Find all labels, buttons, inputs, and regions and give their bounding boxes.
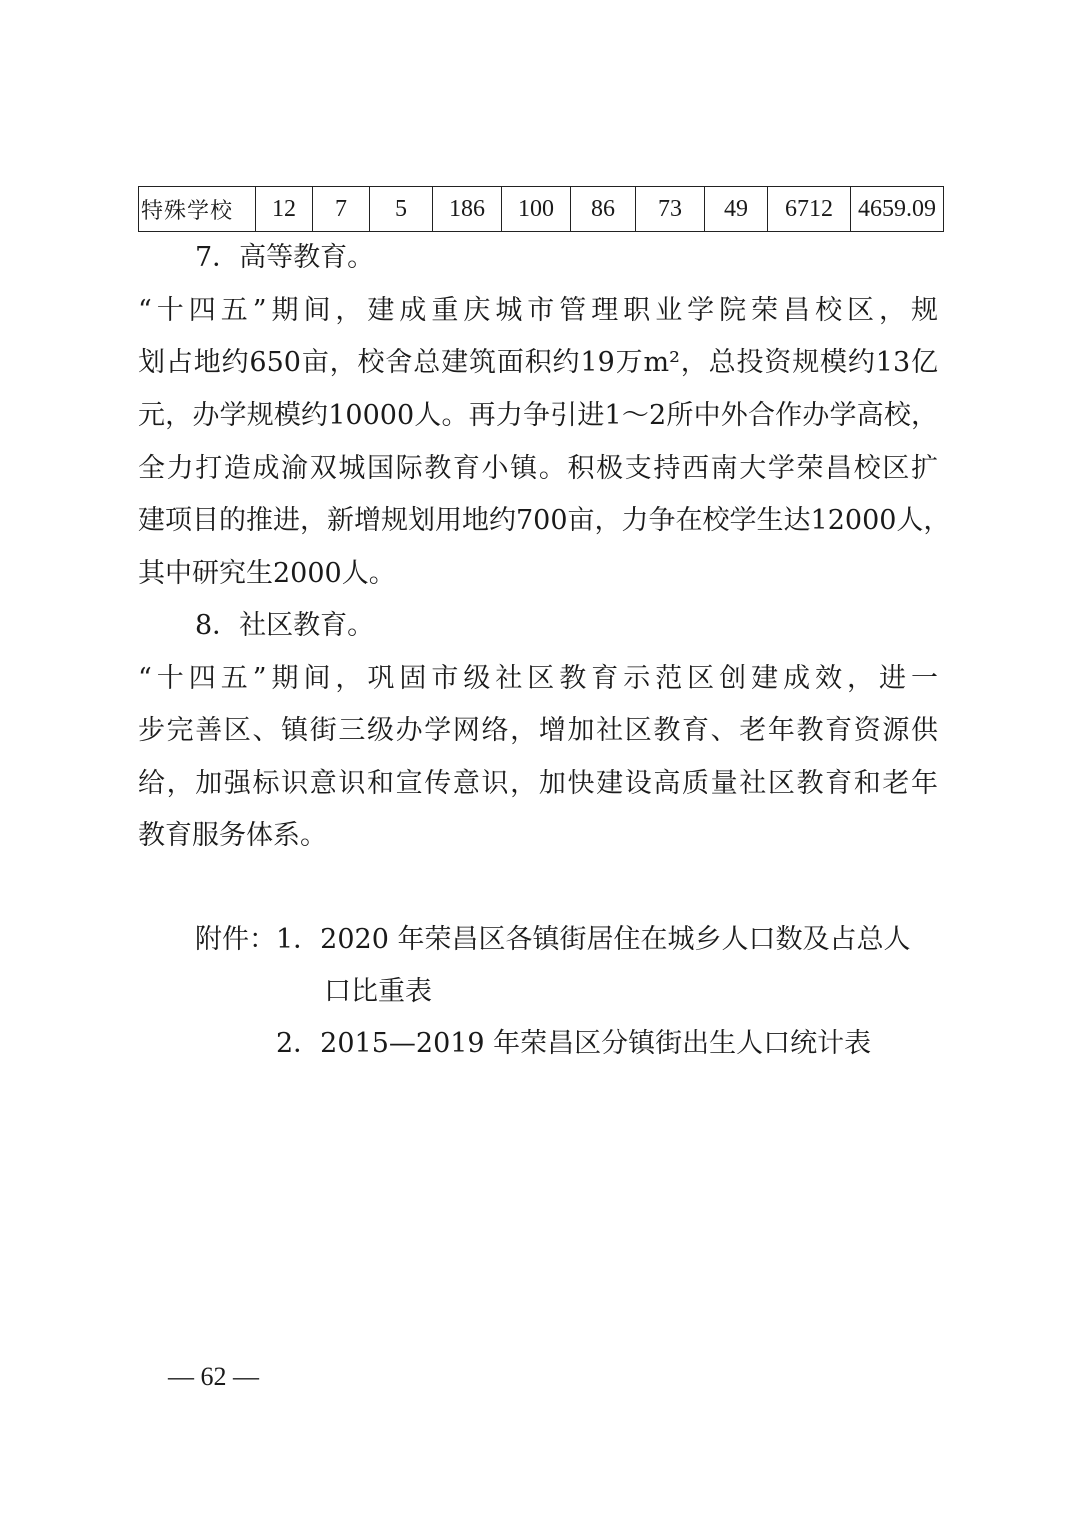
attachment-item-1-continued: 口比重表 bbox=[324, 976, 432, 1007]
table-cell: 86 bbox=[571, 187, 636, 232]
paragraph-line: 全力打造成渝双城国际教育小镇。积极支持西南大学荣昌校区扩 bbox=[138, 453, 938, 484]
table-cell: 12 bbox=[256, 187, 313, 232]
paragraph-line: 其中研究生2000人。 bbox=[138, 558, 396, 589]
paragraph-line: 建项目的推进，新增规划用地约700亩，力争在校学生达12000人， bbox=[138, 505, 951, 536]
table-cell: 5 bbox=[370, 187, 433, 232]
table-cell: 73 bbox=[636, 187, 705, 232]
attachments-label: 附件： bbox=[195, 924, 276, 955]
section-heading-higher-education: 7．高等教育。 bbox=[195, 242, 375, 273]
paragraph-line: 划占地约650亩，校舍总建筑面积约19万m²，总投资规模约13亿 bbox=[138, 347, 938, 378]
paragraph-line: 给，加强标识意识和宣传意识，加快建设高质量社区教育和老年 bbox=[138, 768, 938, 799]
paragraph-line: 元，办学规模约10000人。再力争引进1～2所中外合作办学高校， bbox=[138, 400, 938, 431]
paragraph-line: “十四五”期间，巩固市级社区教育示范区创建成效，进一 bbox=[138, 663, 938, 694]
table-cell: 7 bbox=[313, 187, 370, 232]
table-cell: 6712 bbox=[768, 187, 851, 232]
special-school-table bbox=[138, 186, 944, 232]
paragraph-line: 步完善区、镇街三级办学网络，增加社区教育、老年教育资源供 bbox=[138, 715, 938, 746]
table-cell: 4659.09 bbox=[851, 187, 944, 232]
paragraph-line: 教育服务体系。 bbox=[138, 820, 327, 851]
table-cell: 100 bbox=[502, 187, 571, 232]
page-number: — 62 — bbox=[168, 1362, 259, 1391]
table-cell: 186 bbox=[433, 187, 502, 232]
section-heading-community-education: 8．社区教育。 bbox=[195, 610, 375, 641]
table-cell: 49 bbox=[705, 187, 768, 232]
attachment-item-1: 1．2020 年荣昌区各镇街居住在城乡人口数及占总人 bbox=[276, 924, 911, 955]
paragraph-line: “十四五”期间，建成重庆城市管理职业学院荣昌校区，规 bbox=[138, 295, 938, 326]
row-label: 特殊学校 bbox=[139, 187, 256, 232]
attachment-item-2: 2．2015—2019 年荣昌区分镇街出生人口统计表 bbox=[276, 1028, 872, 1059]
table-row bbox=[139, 187, 944, 232]
